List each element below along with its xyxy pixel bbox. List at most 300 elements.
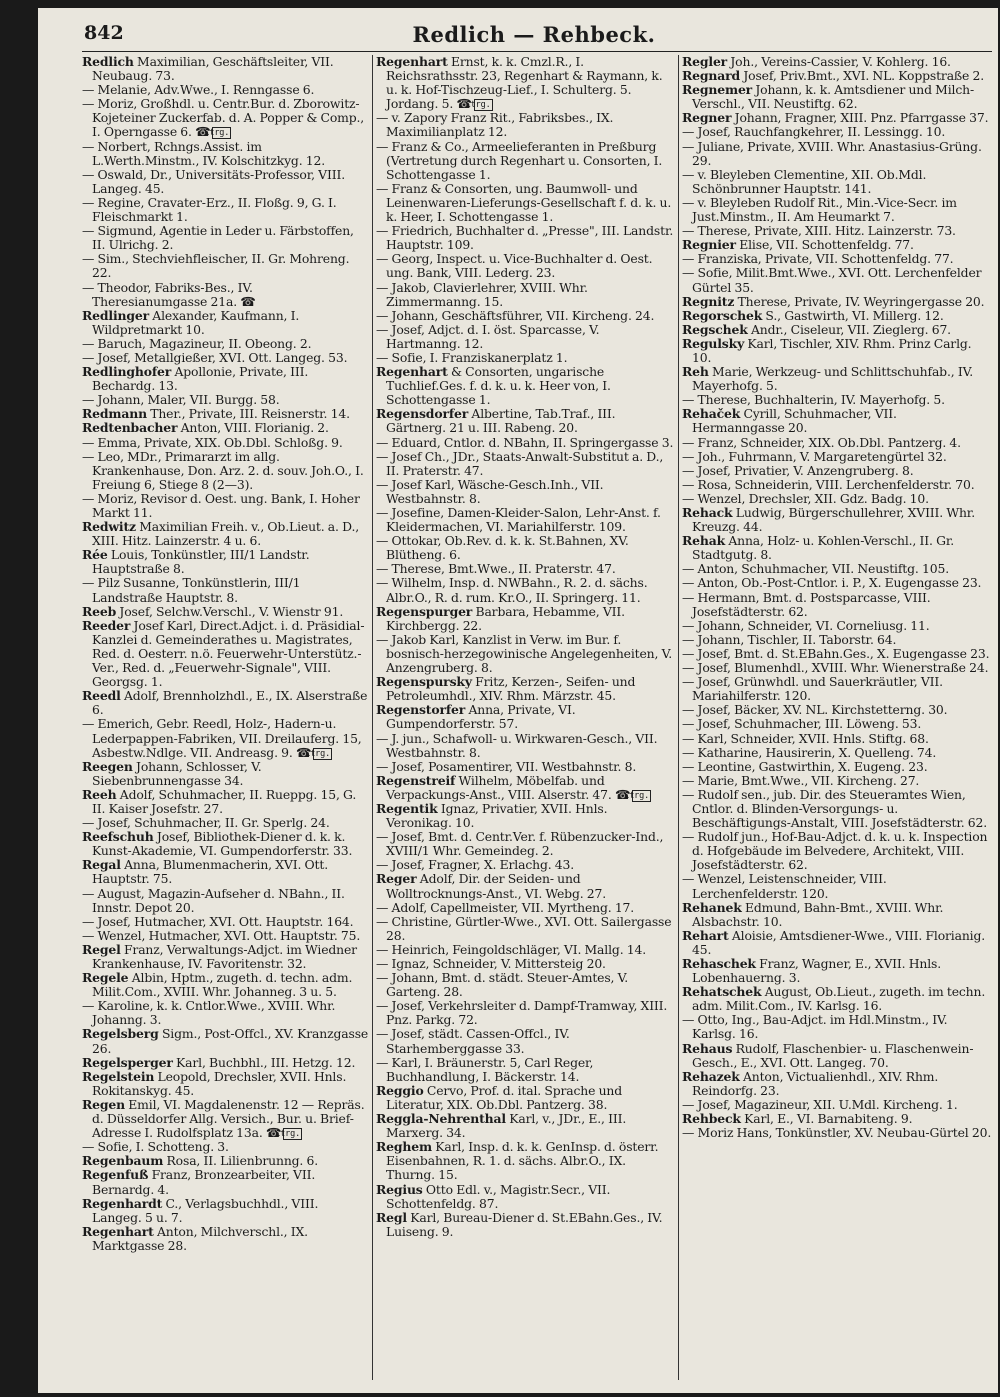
entry-text: — Josef, Grünwhdl. und Sauerkräutler, VII. Mariahilferstr. 120. [682,674,943,704]
directory-entry [82,760,370,788]
entry-text: — Josef Karl, Wäsche-Gesch.Inh., VII. Westbahnstr. 8. [376,476,604,506]
entry-text: Edmund, Bahn-Bmt., XVIII. Whr. Alsbachstr. 10. [692,899,944,929]
entry-text: Ther., Private, III. Reisnerstr. 14. [146,406,350,422]
directory-entry [682,323,992,337]
directory-entry [682,450,992,464]
entry-surname: Regenhardt [82,1195,163,1211]
directory-entry [376,351,676,365]
directory-entry [376,1027,676,1055]
directory-entry [82,281,370,309]
entry-surname: Regenfuß [82,1167,149,1183]
entry-text: Emil, VI. Magdalenenstr. 12 — Repräs. d. Düsseldorfer Allg. Versich., Bur. u. Brief-Adresse I. Rudolfsplatz 13a. ☎ [92,1096,365,1141]
entry-text: — Josef, Schuhmacher, II. Gr. Sperlg. 24. [82,815,330,831]
directory-entry [82,816,370,830]
directory-entry [682,675,992,703]
entry-surname: Regius [376,1181,423,1197]
directory-entry [82,436,370,450]
directory-entry [82,83,370,97]
entry-text: — Anton, Schuhmacher, VII. Neustiftg. 105. [682,561,949,577]
entry-text: — Josef, städt. Cassen-Offcl., IV. Starhemberggasse 33. [376,1026,570,1056]
directory-entry [682,774,992,788]
directory-entry [376,182,676,224]
entry-text: Ernst, k. k. Cmzl.R., I. Reichsrathsstr. 23, Regenhart & Raymann, k. u. k. Hof-Tischzeug-Lief., I. Schulterg. 5. Jordang. 5. ☎ [386,55,663,112]
directory-entry [376,252,676,280]
entry-text: — Wenzel, Hutmacher, XVI. Ott. Hauptstr. 75. [82,927,361,943]
directory-entry [376,858,676,872]
directory-entry [82,548,370,576]
entry-text: Adolf, Dir. der Seiden- und Wolltrocknungs-Anst., VI. Webg. 27. [386,871,607,901]
entry-tag: Ctrg. [275,1129,301,1140]
directory-entry [82,1154,370,1168]
column-2 [376,55,676,1385]
directory-entry [682,224,992,238]
entry-surname: Rehatschek [682,984,762,1000]
entry-surname: Regenstorfer [376,702,466,718]
entry-text: Otto Edl. v., Magistr.Secr., VII. Schottenfeldg. 87. [386,1181,611,1211]
directory-entry [376,760,676,774]
entry-surname: Reefschuh [82,829,154,845]
directory-entry [682,252,992,266]
directory-entry [682,647,992,661]
directory-entry [82,393,370,407]
entry-text: — Rosa, Schneiderin, VIII. Lerchenfelderstr. 70. [682,476,975,492]
entry-surname: Regensdorfer [376,406,469,422]
entry-text: — Melanie, Adv.Wwe., I. Renngasse 6. [82,82,315,98]
entry-text: Fritz, Kerzen-, Seifen- und Petroleumhdl., XIV. Rhm. Märzstr. 45. [386,674,636,704]
entry-text: — J. jun., Schafwoll- u. Wirkwaren-Gesch., VII. Westbahnstr. 8. [376,730,658,760]
directory-entry [682,703,992,717]
entry-text: — Josef, Bmt. d. St.EBahn.Ges., X. Eugengasse 23. [682,645,990,661]
entry-text: — Sofie, I. Franziskanerplatz 1. [376,349,568,365]
running-title: Redlich — Rehbeck. [412,22,656,47]
directory-entry [682,534,992,562]
entry-surname: Reeder [82,617,131,633]
directory-entry [82,520,370,548]
entry-text: — Friedrich, Buchhalter d. „Presse", III. Landstr. Hauptstr. 109. [376,223,674,253]
entry-text: Josef, Selchw.Verschl., V. Wienstr 91. [116,603,344,619]
directory-entry [376,562,676,576]
entry-surname: Reggla-Nehrenthal [376,1111,506,1127]
entry-surname: Regelsberg [82,1026,159,1042]
directory-entry [682,1112,992,1126]
directory-entry [682,591,992,619]
directory-entry [682,69,992,83]
entry-surname: Regenspursky [376,674,472,690]
directory-entry [82,1098,370,1140]
directory-entry [376,55,676,111]
directory-entry [682,576,992,590]
directory-entry [682,295,992,309]
directory-entry [82,196,370,224]
entry-surname: Reghem [376,1139,432,1155]
entry-text: — v. Bleyleben Clementine, XII. Ob.Mdl. Schönbrunner Hauptstr. 141. [682,166,927,196]
directory-entry [82,407,370,421]
entry-text: Sigm., Post-Offcl., XV. Kranzgasse 26. [92,1026,369,1056]
directory-entry [376,901,676,915]
directory-entry [82,365,370,393]
entry-text: — Regine, Cravater-Erz., II. Floßg. 9, G. I. Fleischmarkt 1. [82,194,337,225]
entry-text: Anton, Victualienhdl., XIV. Rhm. Reindorfg. 23. [692,1068,939,1098]
directory-entry [82,1140,370,1154]
directory-entry [682,746,992,760]
directory-entry [376,732,676,760]
entry-text: — Johann, Tischler, II. Taborstr. 64. [682,631,897,647]
directory-entry [82,55,370,83]
directory-entry [376,957,676,971]
directory-entry [376,605,676,633]
entry-text: Anna, Blumenmacherin, XVI. Ott. Hauptstr. 75. [92,857,328,887]
entry-text: Karl, Tischler, XIV. Rhm. Prinz Carlg. 10. [692,335,972,365]
directory-entry [376,774,676,802]
entry-surname: Regnitz [682,293,735,309]
directory-entry [376,1183,676,1211]
directory-entry [82,576,370,604]
entry-text: — Moriz, Großhdl. u. Centr.Bur. d. Zborowitz-Kojeteiner Zuckerfab. d. A. Popper & Comp., I. Operngasse 6. ☎ [82,96,365,140]
entry-text: — Karl, I. Bräunerstr. 5, Carl Reger, Buchhandlung, I. Bäckerstr. 14. [376,1054,594,1084]
entry-text: S., Gastwirth, VI. Millerg. 12. [762,307,944,323]
entry-text: — Franziska, Private, VII. Schottenfeldg. 77. [682,251,954,267]
entry-text: — Josef, Bäcker, XV. NL. Kirchstetterng. 30. [682,702,948,718]
entry-tag: Ctrg. [624,790,650,801]
directory-entry [376,224,676,252]
directory-entry [82,915,370,929]
entry-text: — Joh., Fuhrmann, V. Margaretengürtel 32. [682,448,947,464]
directory-entry [682,619,992,633]
column-divider [678,55,679,1380]
entry-text: Anna, Holz- u. Kohlen-Verschl., II. Gr. Stadtgutg. 8. [692,533,955,563]
directory-entry [376,1056,676,1084]
directory-entry [82,887,370,915]
entry-text: Adolf, Brennholzhdl., E., IX. Alserstraße 6. [92,688,368,718]
entry-surname: Regelsperger [82,1054,173,1070]
entry-tag: Ctrg. [305,748,331,759]
entry-text: Karl, Buchbhl., III. Hetzg. 12. [172,1054,356,1070]
entry-text: — Heinrich, Feingoldschläger, VI. Mallg. 14. [376,941,647,957]
entry-text: Ignaz, Privatier, XVII. Hnls. Veronikag. 10. [386,800,608,831]
entry-text: — August, Magazin-Aufseher d. NBahn., II. Innstr. Depot 20. [82,885,345,915]
entry-surname: Regnemer [682,82,753,98]
entry-text: — Johann, Geschäftsführer, VII. Kircheng. 24. [376,307,655,323]
entry-text: — Rudolf sen., jub. Dir. des Steueramtes Wien, Cntlor. d. Blinden-Versorgungs- u. Beschäftigungs-Anstalt, VIII. Josefstädterstr. 62. [682,786,988,831]
entry-surname: Regenstreif [376,772,456,788]
directory-entry [82,689,370,717]
directory-entry [682,957,992,985]
entry-text: — Josefine, Damen-Kleider-Salon, Lehr-Anst. f. Kleidermachen, VI. Mariahilferstr. 109. [376,505,661,535]
entry-surname: Rehaschek [682,956,756,971]
entry-text: — Franz & Consorten, ung. Baumwoll- und Leinenwaren-Lieferungs-Gesellschaft f. d. k. u. k. Heer, I. Schottengasse 1. [376,180,672,225]
entry-text: — Pilz Susanne, Tonkünstlerin, III/1 Landstraße Hauptstr. 8. [82,575,301,605]
directory-entry [82,140,370,168]
directory-entry [682,309,992,323]
directory-entry [82,97,370,139]
entry-text: — Christine, Gürtler-Wwe., XVI. Ott. Sailergasse 28. [376,913,672,943]
entry-text: Johann, Fragner, XIII. Pnz. Pfarrgasse 37. [731,110,989,126]
entry-surname: Rehanek [682,899,742,915]
entry-text: — v. Zapory Franz Rit., Fabriksbes., IX. Maximilianplatz 12. [376,110,614,140]
entry-text: — Adolf, Capellmeister, VII. Myrtheng. 17. [376,899,635,915]
entry-surname: Reh [682,364,709,380]
entry-text: — Josef, Schuhmacher, III. Löweng. 53. [682,716,922,732]
entry-text: — Leontine, Gastwirthin, X. Eugeng. 23. [682,758,928,774]
directory-entry [682,266,992,294]
header-rule [82,51,992,52]
entry-text: Johann, Schlosser, V. Siebenbrunnengasse 34. [92,758,262,788]
column-3 [682,55,992,1385]
entry-surname: Rehazek [682,1068,740,1084]
directory-entry [682,1013,992,1041]
directory-entry [376,407,676,435]
directory-entry [376,281,676,309]
directory-entry [82,619,370,689]
directory-entry [82,1056,370,1070]
directory-entry [82,1197,370,1225]
directory-entry [682,633,992,647]
entry-text: — Josef, Posamentirer, VII. Westbahnstr. 8. [376,758,637,774]
entry-surname: Reger [376,871,417,887]
entry-surname: Rehaček [682,406,741,422]
entry-text: — Josef, Fragner, X. Erlachg. 43. [376,857,575,873]
entry-text: — Marie, Bmt.Wwe., VII. Kircheng. 27. [682,772,920,788]
entry-text: Karl, E., VI. Barnabiteng. 9. [740,1111,913,1127]
entry-text: — Jakob, Clavierlehrer, XVIII. Whr. Zimmermanng. 15. [376,279,588,309]
directory-entry [376,830,676,858]
directory-entry [682,337,992,365]
directory-entry [682,760,992,774]
entry-text: Cervo, Prof. d. ital. Sprache und Literatur, XIX. Ob.Dbl. Pantzerg. 38. [386,1082,623,1112]
directory-entry [82,351,370,365]
entry-text: Cyrill, Schuhmacher, VII. Hermanngasse 20. [692,406,897,436]
entry-surname: Regner [682,110,732,126]
entry-text: — Otto, Ing., Bau-Adjct. im Hdl.Minstm., IV. Karlsg. 16. [682,1012,948,1042]
entry-surname: Rehak [682,533,726,549]
directory-entry [376,971,676,999]
entry-text: — Karl, Schneider, XVII. Hnls. Stiftg. 68. [682,730,929,746]
entry-text: — Norbert, Rchngs.Assist. im L.Werth.Minstm., IV. Kolschitzkyg. 12. [82,138,326,168]
entry-text: Karl, v., JDr., E., III. Marxerg. 34. [386,1111,627,1141]
entry-surname: Regelstein [82,1068,155,1084]
entry-tag: Ctrg. [465,100,491,111]
directory-entry [82,971,370,999]
directory-entry [82,224,370,252]
entry-surname: Regentik [376,800,438,816]
entry-surname: Redwitz [82,519,136,535]
entry-text: — Josef, Magazineur, XII. U.Mdl. Kircheng. 1. [682,1096,958,1112]
directory-entry [376,943,676,957]
directory-entry [682,506,992,534]
entry-text: Leopold, Drechsler, XVII. Hnls. Rokitanskyg. 45. [92,1068,347,1098]
directory-entry [682,717,992,731]
directory-entry [682,562,992,576]
directory-entry [82,252,370,280]
entry-text: Louis, Tonkünstler, III/1 Landstr. Hauptstraße 8. [92,547,310,577]
entry-surname: Redmann [82,406,147,422]
directory-entry [682,196,992,224]
entry-text: Elise, VII. Schottenfeldg. 77. [735,237,914,253]
directory-entry [682,1126,992,1140]
entry-text: — Therese, Private, XIII. Hitz. Lainzerstr. 73. [682,223,956,239]
entry-surname: Rehbeck [682,1111,741,1127]
entry-text: Josef Karl, Direct.Adjct. i. d. Präsidial-Kanzlei d. Gemeinderathes u. Magistrates, Red. d. Oesterr. n.ö. Feuerwehr-Unterstütz.-Ver., Red. d. „Feuerwehr-Signale", VIII. Georgsg. 1. [92,617,365,690]
entry-text: Aloisie, Amtsdiener-Wwe., VIII. Florianig. 45. [692,927,986,957]
entry-text: — Ottokar, Ob.Rev. d. k. k. St.Bahnen, XV. Blütheng. 6. [376,533,629,563]
directory-entry [376,506,676,534]
entry-text: — Hermann, Bmt. d. Postsparcasse, VIII. Josefstädterstr. 62. [682,589,931,619]
entry-text: — Leo, MDr., Primararzt im allg. Krankenhause, Don. Arz. 2. d. souv. Joh.O., I. Freiung 6, Stiege 8 (2—3). [82,448,364,492]
entry-surname: Regal [82,857,121,873]
directory-entry [682,1070,992,1098]
directory-entry [682,901,992,929]
directory-entry [682,830,992,872]
directory-entry [376,872,676,900]
entry-text: — Josef, Blumenhdl., XVIII. Whr. Wienerstraße 24. [682,660,989,676]
entry-surname: Regenhart [376,364,448,380]
entry-text: Andr., Ciseleur, VII. Zieglerg. 67. [747,321,951,337]
entry-text: — Baruch, Magazineur, II. Obeong. 2. [82,335,312,351]
entry-text: Maximilian Freih. v., Ob.Lieut. a. D., XIII. Hitz. Lainzerstr. 4 u. 6. [92,519,360,549]
directory-entry [682,1098,992,1112]
entry-text: — Josef, Bmt. d. Centr.Ver. f. Rübenzucker-Ind., XVIII/1 Whr. Gemeindeg. 2. [376,829,664,859]
entry-text: — Josef, Adjct. d. I. öst. Sparcasse, V. Hartmanng. 12. [376,321,600,351]
entry-text: Wilhelm, Möbelfab. und Verpackungs-Anst., VIII. Alserstr. 47. ☎ [386,772,631,802]
entry-surname: Regler [682,55,728,69]
directory-entry [82,830,370,858]
entry-text: Karl, Bureau-Diener d. St.EBahn.Ges., IV. Luiseng. 9. [386,1209,663,1239]
entry-surname: Regorschek [682,307,763,323]
entry-text: Albin, Hptm., zugeth. d. techn. adm. Milit.Com., XVIII. Whr. Johanneg. 3 u. 5. [92,970,353,1000]
entry-text: — Emerich, Gebr. Reedl, Holz-, Hadern-u. Lederpappen-Fabriken, VII. Dreilauferg. 15, Asbestw.Ndlge. VII. Andreasg. 9. ☎ [82,716,362,760]
column-1 [82,55,370,1385]
entry-text: Franz, Bronzearbeiter, VII. Bernardg. 4. [92,1167,316,1197]
entry-surname: Regenhart [376,55,448,69]
directory-entry [82,999,370,1027]
directory-entry [682,365,992,393]
entry-text: Ludwig, Bürgerschullehrer, XVIII. Whr. Kreuzg. 44. [692,505,975,535]
entry-surname: Reegen [82,758,133,774]
directory-entry [82,1225,370,1253]
entry-text: — Josef, Verkehrsleiter d. Dampf-Tramway, XIII. Pnz. Parkg. 72. [376,998,668,1028]
entry-text: — Franz, Schneider, XIX. Ob.Dbl. Pantzerg. 4. [682,434,961,450]
directory-entry [682,732,992,746]
entry-text: Franz, Wagner, E., XVII. Hnls. Lobenhauerng. 3. [692,956,942,986]
directory-entry [376,999,676,1027]
entry-text: — Anton, Ob.-Post-Cntlor. i. P., X. Eugengasse 23. [682,575,982,591]
directory-entry [376,576,676,604]
entry-text: — Wilhelm, Insp. d. NWBahn., R. 2. d. sächs. Albr.O., R. d. rum. Kr.O., II. Springerg. 11. [376,575,648,605]
entry-text: — Therese, Buchhalterin, IV. Mayerhofg. 5. [682,392,945,408]
entry-text: Rosa, II. Lilienbrunng. 6. [163,1153,319,1169]
entry-text: & Consorten, ungarische Tuchlief.Ges. f. d. k. u. k. Heer von, I. Schottengasse 1. [386,364,611,408]
directory-entry [376,703,676,731]
entry-text: — Sigmund, Agentie in Leder u. Färbstoffen, II. Ulrichg. 2. [82,223,354,253]
entry-surname: Redlinger [82,307,149,323]
entry-text: Franz, Verwaltungs-Adjct. im Wiedner Krankenhause, IV. Favoritenstr. 32. [92,941,357,971]
entry-text: Anton, Milchverschl., IX. Marktgasse 28. [92,1223,308,1253]
directory-entry [376,534,676,562]
directory-entry [682,238,992,252]
directory-entry [82,337,370,351]
directory-entry [82,421,370,435]
entry-text: — Katharine, Hausirerin, X. Quelleng. 74. [682,744,937,760]
entry-text: — Juliane, Private, XVIII. Whr. Anastasius-Grüng. 29. [682,138,982,168]
entry-text: Apollonie, Private, III. Bechardg. 13. [92,364,309,394]
entry-text: Johann, k. k. Amtsdiener und Milch-Verschl., VII. Neustiftg. 62. [692,82,974,112]
directory-entry [376,140,676,182]
entry-surname: Redtenbacher [82,420,178,436]
entry-text: Josef, Bibliothek-Diener d. k. k. Kunst-Akademie, VI. Gumpendorferstr. 33. [92,829,353,859]
entry-text: — Therese, Bmt.Wwe., II. Praterstr. 47. [376,561,616,577]
entry-text: — Josef Ch., JDr., Staats-Anwalt-Substitut a. D., II. Praterstr. 47. [376,448,664,478]
entry-text: — Sofie, I. Schotteng. 3. [82,1139,229,1155]
entry-surname: Rée [82,547,108,563]
directory-entry [376,478,676,506]
directory-entry [82,858,370,886]
directory-entry [376,436,676,450]
directory-entry [82,605,370,619]
entry-text: Karl, Insp. d. k. k. GenInsp. d. österr. Eisenbahnen, R. 1. d. sächs. Albr.O., IX. Thurng. 15. [386,1139,659,1183]
entry-text: — v. Bleyleben Rudolf Rit., Min.-Vice-Secr. im Just.Minstm., II. Am Heumarkt 7. [682,194,957,225]
entry-text: Josef, Priv.Bmt., XVI. NL. Koppstraße 2. [740,68,985,84]
column-divider [372,55,373,1380]
directory-entry [682,111,992,125]
entry-text: — Emma, Private, XIX. Ob.Dbl. Schloßg. 9. [82,434,343,450]
entry-text: — Wenzel, Leistenschneider, VIII. Lerchenfelderstr. 120. [682,871,887,901]
entry-surname: Rehart [682,927,729,943]
directory-entry [682,83,992,111]
entry-surname: Reeb [82,603,117,619]
directory-entry [82,450,370,492]
directory-entry [682,168,992,196]
directory-entry [682,464,992,478]
entry-surname: Reeh [82,786,117,802]
entry-text: — Georg, Inspect. u. Vice-Buchhalter d. Oest. ung. Bank, VIII. Lederg. 23. [376,251,653,281]
directory-entry [376,309,676,323]
entry-text: — Oswald, Dr., Universitäts-Professor, VIII. Langeg. 45. [82,166,345,196]
directory-entry [682,872,992,900]
directory-entry [376,450,676,478]
entry-surname: Regele [82,970,129,986]
entry-text: — Wenzel, Drechsler, XII. Gdz. Badg. 10. [682,490,929,506]
directory-entry [376,802,676,830]
directory-entry [82,1168,370,1196]
entry-text: — Josef, Privatier, V. Anzengruberg. 8. [682,462,914,478]
entry-text: Alexander, Kaufmann, I. Wildpretmarkt 10. [92,307,300,337]
entry-surname: Regnard [682,68,741,84]
entry-surname: Regel [82,941,121,957]
directory-entry [82,1027,370,1055]
entry-surname: Regenhart [82,1223,154,1239]
entry-text: Maximilian, Geschäftsleiter, VII. Neubaug. 73. [92,55,334,84]
entry-surname: Regulsky [682,335,745,351]
entry-text: — Franz & Co., Armeelieferanten in Preßburg (Vertretung durch Regenhart u. Consorten, I. Schottengasse 1. [376,138,663,182]
directory-entry [376,111,676,139]
entry-columns [82,55,992,1385]
entry-text: Rudolf, Flaschenbier- u. Flaschenwein-Gesch., E., XVI. Ott. Langeg. 70. [692,1040,974,1070]
directory-entry [376,1140,676,1182]
directory-entry [682,929,992,957]
entry-text: — Ignaz, Schneider, V. Mittersteig 20. [376,956,606,971]
directory-entry [376,915,676,943]
entry-surname: Rehaus [682,1040,733,1056]
entry-text: Barbara, Hebamme, VII. Kirchbergg. 22. [386,603,625,633]
directory-entry [682,788,992,830]
directory-entry [376,633,676,675]
directory-entry [682,407,992,435]
page-header [84,22,984,52]
directory-entry [682,393,992,407]
entry-surname: Regen [82,1096,125,1112]
directory-entry [82,1070,370,1098]
directory-entry [682,436,992,450]
